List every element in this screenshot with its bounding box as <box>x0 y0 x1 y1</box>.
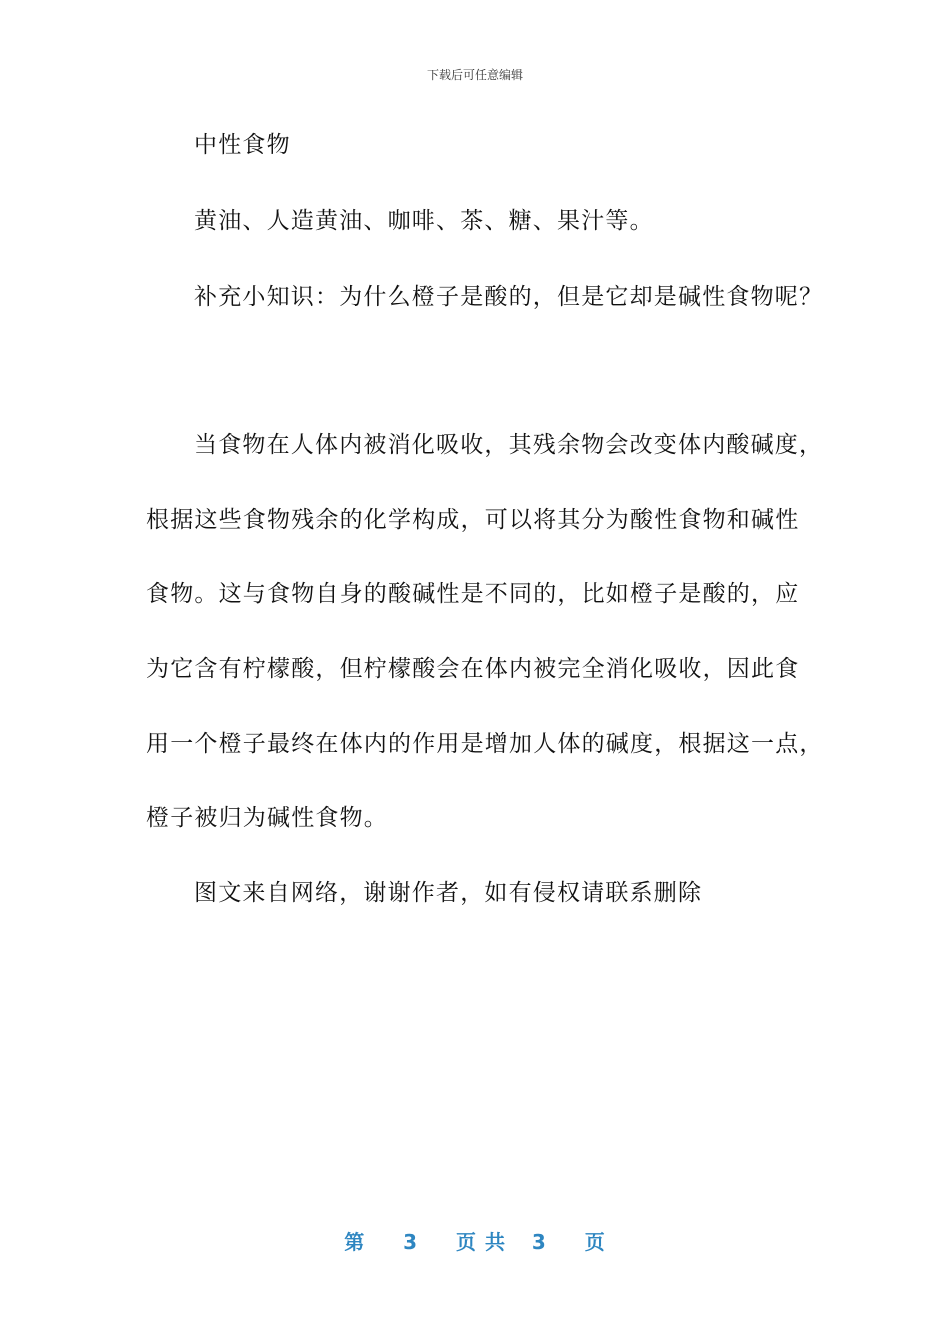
total-pages-number: 3 <box>531 1230 547 1254</box>
explanation-line: 根据这些食物残余的化学构成，可以将其分为酸性食物和碱性 <box>146 507 800 533</box>
neutral-foods-list: 黄油、人造黄油、咖啡、茶、糖、果汁等。 <box>194 208 654 234</box>
explanation-line: 当食物在人体内被消化吸收，其残余物会改变体内酸碱度， <box>194 432 824 458</box>
page-prefix: 第 <box>344 1230 366 1254</box>
source-note: 图文来自网络，谢谢作者，如有侵权请联系删除 <box>194 880 703 906</box>
explanation-line: 用一个橙子最终在体内的作用是增加人体的碱度，根据这一点， <box>146 731 824 757</box>
current-page-number: 3 <box>403 1230 419 1254</box>
explanation-line: 食物。这与食物自身的酸碱性是不同的，比如橙子是酸的，应 <box>146 581 800 607</box>
explanation-line: 为它含有柠檬酸，但柠檬酸会在体内被完全消化吸收，因此食 <box>146 656 800 682</box>
page-suffix: 页 <box>584 1230 606 1254</box>
page-mid-text: 页 共 <box>456 1230 506 1254</box>
page-number-footer <box>0 1226 950 1255</box>
header-note: 下载后可任意编辑 <box>426 68 523 82</box>
section-heading: 中性食物 <box>194 132 291 158</box>
tip-question: 补充小知识：为什么橙子是酸的，但是它却是碱性食物呢？ <box>194 284 824 310</box>
explanation-line: 橙子被归为碱性食物。 <box>146 805 388 831</box>
